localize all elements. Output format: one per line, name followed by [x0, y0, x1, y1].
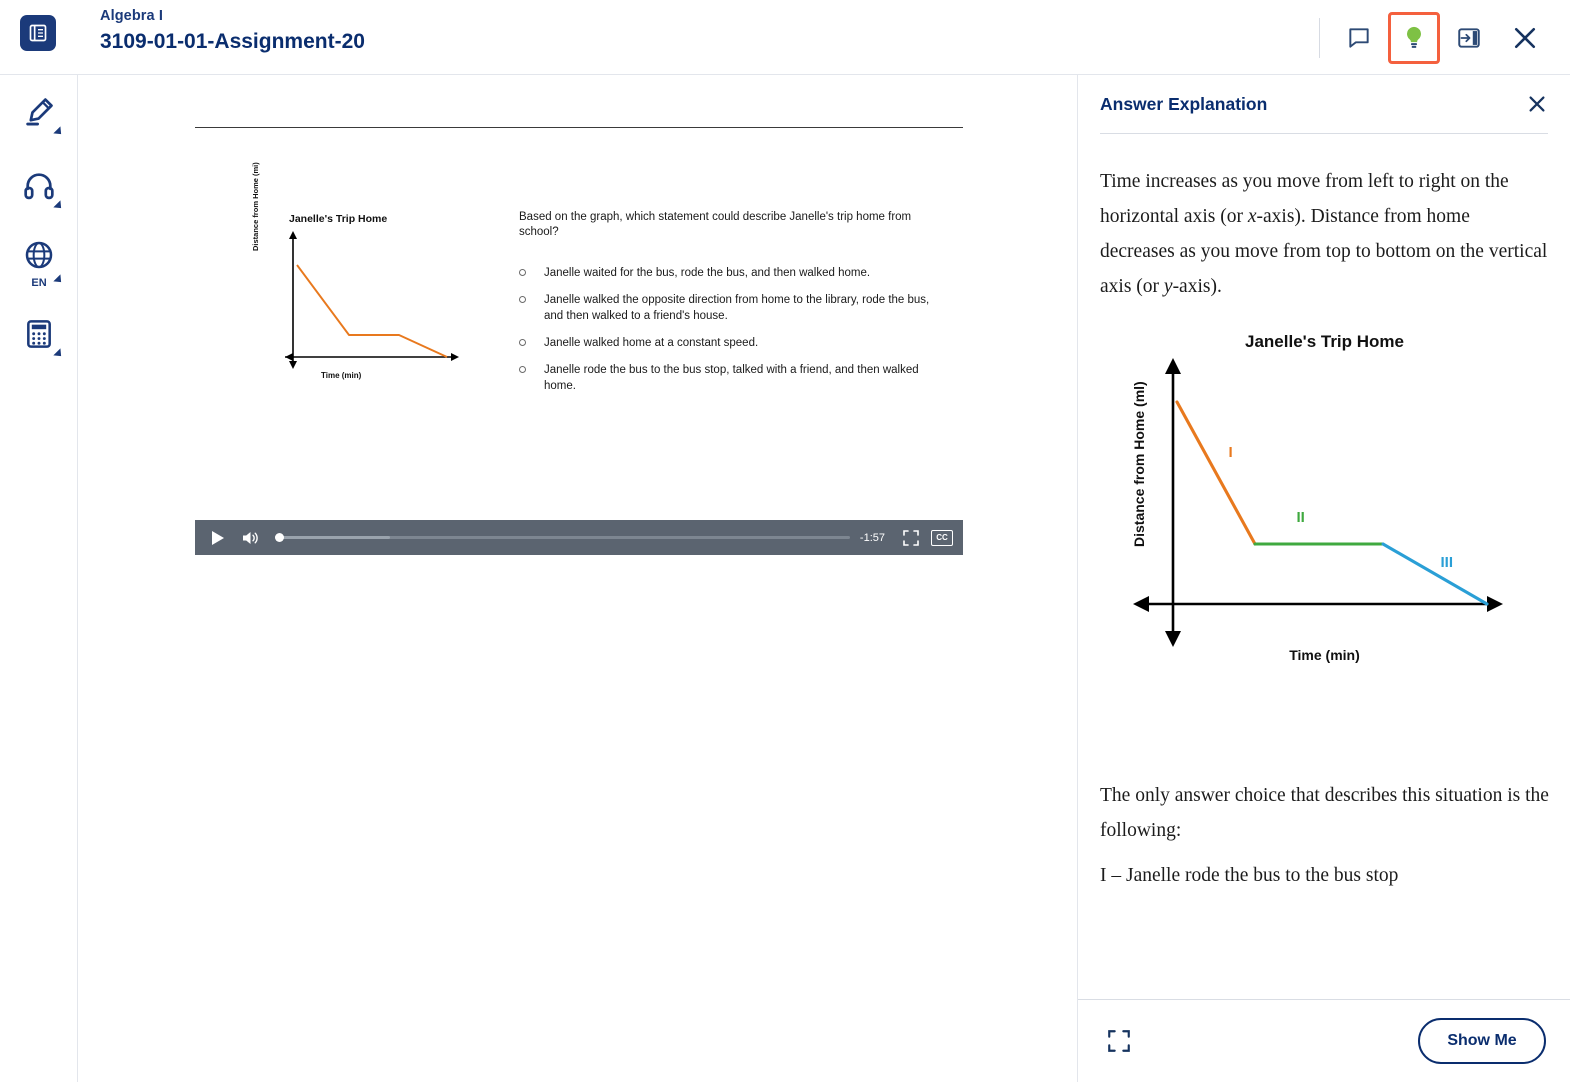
question-prompt: Based on the graph, which statement could describe Janelle's trip home from school? [519, 211, 912, 238]
progress-handle[interactable] [275, 533, 284, 542]
explanation-paragraph-2: The only answer choice that describes this situation is the following: [1100, 785, 1549, 841]
explanation-graph-title: Janelle's Trip Home [1245, 332, 1404, 351]
progress-buffer [275, 536, 390, 539]
radio-icon[interactable] [519, 339, 526, 346]
explanation-paragraph-3: I – Janelle rode the bus to the bus stop [1100, 865, 1399, 886]
header-titles [100, 6, 365, 57]
segment-label-iii: III [1440, 554, 1454, 571]
show-me-button[interactable]: Show Me [1418, 1018, 1546, 1064]
radio-icon[interactable] [519, 296, 526, 303]
segment-label-ii: II [1296, 509, 1305, 526]
lightbulb-icon[interactable] [1388, 12, 1440, 64]
course-name: Algebra I [100, 8, 163, 24]
exp-p1-part3: -axis). [1172, 276, 1222, 297]
radio-icon[interactable] [519, 269, 526, 276]
time-remaining: -1:57 [859, 531, 885, 544]
panel-toggle-icon[interactable] [1446, 15, 1492, 61]
choice-label: Janelle rode the bus to the bus stop, talked with a friend, and then walked home. [544, 364, 919, 392]
question-graph-ylabel: Distance from Home (mi) [251, 162, 260, 251]
explanation-graph-xlabel: Time (min) [1289, 647, 1360, 663]
video-player [195, 520, 963, 555]
exp-p1-part2: -axis). Distance from home decreases as you move from top to bottom on the vertical axis (or [1100, 206, 1548, 297]
calculator-icon[interactable] [0, 297, 78, 371]
headphones-icon[interactable] [0, 149, 78, 223]
answer-choices [519, 265, 949, 405]
panel-header [1078, 75, 1570, 133]
chevron-icon [53, 348, 64, 359]
choice-label: Janelle walked home at a constant speed. [544, 337, 759, 349]
explanation-graph-ylabel: Distance from Home (ml) [1130, 381, 1147, 547]
book-icon[interactable] [20, 15, 56, 51]
question-graph-xlabel: Time (min) [321, 371, 362, 380]
globe-icon[interactable] [0, 223, 78, 297]
choice-label: Janelle waited for the bus, rode the bus, and then walked home. [544, 267, 871, 279]
divider [195, 127, 963, 128]
fullscreen-icon[interactable] [899, 526, 923, 550]
panel-close-icon[interactable] [1522, 89, 1552, 119]
header-divider [1319, 18, 1320, 58]
explanation-graph [1125, 332, 1525, 682]
choice-label: Janelle walked the opposite direction from home to the library, rode the bus, and then walked to a friend's house. [544, 294, 930, 322]
close-icon[interactable] [1498, 15, 1552, 61]
app-header [0, 0, 1570, 75]
highlighter-icon[interactable] [0, 75, 78, 149]
question-content [79, 75, 1076, 1082]
question-graph-title: Janelle's Trip Home [289, 213, 388, 225]
language-label: EN [31, 277, 47, 289]
question-graph [251, 162, 479, 393]
panel-footer [1078, 999, 1570, 1082]
choice-option[interactable] [519, 265, 949, 281]
chevron-icon [53, 274, 64, 285]
exp-p1-part1: Time increases as you move from left to right on the horizontal axis (or [1100, 171, 1509, 227]
expand-icon[interactable] [1103, 1025, 1135, 1057]
choice-option[interactable] [519, 292, 949, 324]
panel-body [1078, 134, 1570, 999]
volume-icon[interactable] [237, 525, 265, 551]
tool-rail [0, 75, 78, 1082]
panel-title: Answer Explanation [1100, 93, 1268, 114]
segment-label-i: I [1228, 444, 1233, 461]
header-actions [1319, 0, 1552, 75]
progress-slider[interactable] [275, 525, 850, 551]
choice-option[interactable] [519, 362, 949, 394]
radio-icon[interactable] [519, 366, 526, 373]
explanation-paragraph-1 [1100, 164, 1549, 304]
exp-p1-y: y [1163, 276, 1173, 297]
assignment-title: 3109-01-01-Assignment-20 [100, 30, 365, 53]
exp-p1-x: x [1247, 206, 1257, 227]
play-icon[interactable] [205, 525, 231, 551]
choice-option[interactable] [519, 335, 949, 351]
answer-explanation-panel [1077, 75, 1570, 1082]
comment-icon[interactable] [1336, 15, 1382, 61]
closed-captions-button[interactable]: CC [931, 530, 953, 546]
